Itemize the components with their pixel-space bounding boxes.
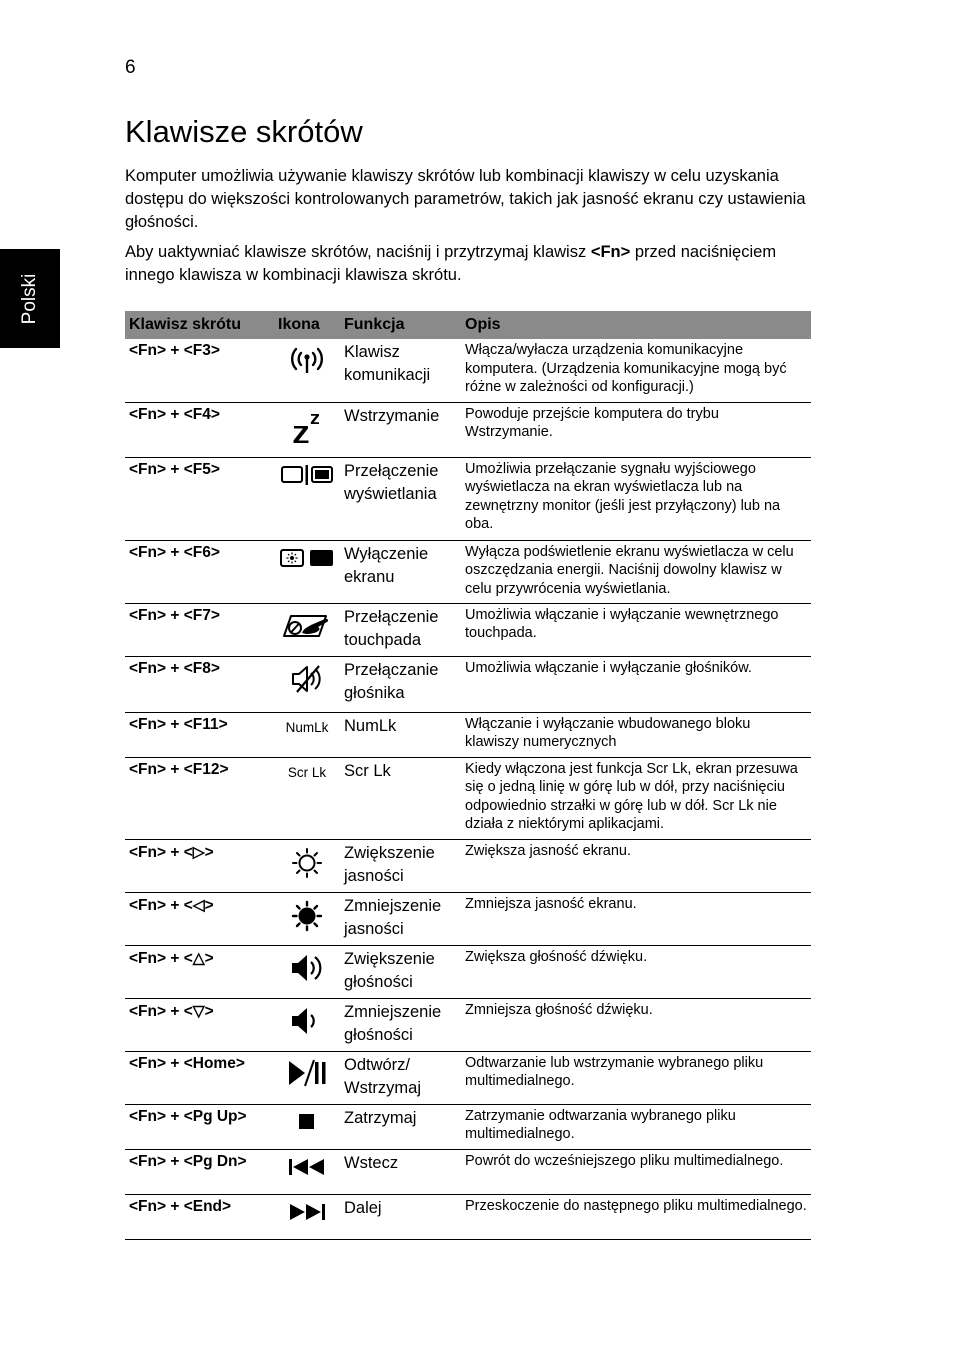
hotkey-function: Wstecz [340,1149,461,1194]
hotkey-function: Przełączenie touchpada [340,603,461,656]
hotkey-function: Zwiększenie jasności [340,839,461,892]
sleep-icon [274,402,340,457]
hotkey-function: Przełączanie głośnika [340,656,461,712]
intro-paragraph: Komputer umożliwia używanie klawiszy skrótów lub kombinacji klawiszy w celu uzyskania dostępu do większości kontrolowanych parametrów, takich jak jasność ekranu czy ustawienia głośności. [125,167,806,231]
key-label-icon [274,712,340,757]
table-row [125,712,811,757]
language-tab [0,249,60,348]
wireless-communication-icon [274,339,340,402]
page-title: Klawisze skrótów [125,114,363,149]
table-row [125,998,811,1051]
brightness-down-icon [274,892,340,945]
instruction-text-after: przed naciśnięciem innego klawisza w kombinacji klawisza skrótu. [125,243,777,284]
next-track-icon [274,1194,340,1239]
table-row [125,892,811,945]
hotkey-function: Scr Lk [340,757,461,839]
hotkey-combination: <Fn> + <F6> [125,540,274,603]
hotkey-description: Zwiększa głośność dźwięku. [461,945,811,998]
hotkey-combination: <Fn> + <F7> [125,603,274,656]
hotkey-function: Zmniejszenie jasności [340,892,461,945]
instruction-text-before: Aby uaktywniać klawisze skrótów, naciśnij i przytrzymaj klawisz [125,243,591,261]
table-row [125,1051,811,1104]
hotkey-combination: <Fn> + <F3> [125,339,274,402]
page-number: 6 [125,57,136,78]
play-pause-icon [274,1051,340,1104]
speaker-toggle-icon [274,656,340,712]
hotkey-description: Włączanie i wyłączanie wbudowanego bloku klawiszy numerycznych [461,712,811,757]
hotkey-combination: <Fn> + <F12> [125,757,274,839]
icon-key-label: NumLk [285,719,329,735]
hotkey-description: Przeskoczenie do następnego pliku multimedialnego. [461,1194,811,1239]
table-row [125,457,811,540]
hotkey-description: Umożliwia przełączanie sygnału wyjściowego wyświetlacza na ekran wyświetlacza lub na zewnętrzny monitor (jeśli jest przyłączony) lub na oba. [461,457,811,540]
hotkey-combination: <Fn> + <Home> [125,1051,274,1104]
hotkey-function: Zwiększenie głośności [340,945,461,998]
table-row [125,656,811,712]
hotkey-description: Zwiększa jasność ekranu. [461,839,811,892]
table-row [125,540,811,603]
hotkey-combination: <Fn> + <End> [125,1194,274,1239]
table-row [125,1149,811,1194]
hotkey-description: Zmniejsza głośność dźwięku. [461,998,811,1051]
key-label-icon [274,757,340,839]
previous-track-icon [274,1149,340,1194]
stop-icon [274,1104,340,1149]
volume-up-icon [274,945,340,998]
display-toggle-icon [274,457,340,540]
table-row [125,402,811,457]
hotkey-description: Wyłącza podświetlenie ekranu wyświetlacza w celu oszczędzania energii. Naciśnij dowolny klawisz w celu przywrócenia wyświetlania. [461,540,811,603]
hotkey-table [125,311,811,1240]
table-row [125,1194,811,1239]
hotkey-function: Dalej [340,1194,461,1239]
column-header-icon: Ikona [274,311,340,339]
fn-key-label: <Fn> [590,243,631,261]
hotkey-combination: <Fn> + <▷> [125,839,274,892]
hotkey-combination: <Fn> + <F11> [125,712,274,757]
table-row [125,339,811,402]
table-row [125,1104,811,1149]
hotkey-combination: <Fn> + <▽> [125,998,274,1051]
table-body [125,339,811,1239]
hotkey-description: Odtwarzanie lub wstrzymanie wybranego pliku multimedialnego. [461,1051,811,1104]
hotkey-function: Przełączenie wyświetlania [340,457,461,540]
hotkey-function: NumLk [340,712,461,757]
hotkey-combination: <Fn> + <F8> [125,656,274,712]
table-row [125,945,811,998]
hotkey-combination: <Fn> + <Pg Up> [125,1104,274,1149]
icon-key-label: Scr Lk [287,764,327,780]
hotkey-combination: <Fn> + <F4> [125,402,274,457]
hotkey-combination: <Fn> + <◁> [125,892,274,945]
volume-down-icon [274,998,340,1051]
hotkey-description: Kiedy włączona jest funkcja Scr Lk, ekran przesuwa się o jedną linię w górę lub w dół, przy naciśnięciu odpowiednio strzałki w górę lub w dół. Scr Lk nie działa z niektórymi aplikacjami. [461,757,811,839]
hotkey-combination: <Fn> + <Pg Dn> [125,1149,274,1194]
hotkey-description: Zmniejsza jasność ekranu. [461,892,811,945]
hotkey-description: Powrót do wcześniejszego pliku multimedialnego. [461,1149,811,1194]
hotkey-combination: <Fn> + <△> [125,945,274,998]
hotkey-function: Klawisz komunikacji [340,339,461,402]
table-header-row [125,311,811,339]
hotkey-function: Wstrzymanie [340,402,461,457]
hotkey-description: Umożliwia włączanie i wyłączanie głośników. [461,656,811,712]
brightness-up-icon [274,839,340,892]
hotkey-description: Powoduje przejście komputera do trybu Wstrzymanie. [461,402,811,457]
table-row [125,839,811,892]
screen-blank-icon [274,540,340,603]
hotkey-description: Zatrzymanie odtwarzania wybranego pliku multimedialnego. [461,1104,811,1149]
hotkey-function: Zmniejszenie głośności [340,998,461,1051]
hotkey-description: Włącza/wyłacza urządzenia komunikacyjne komputera. (Urządzenia komunikacyjne mogą być różne w zależności od konfiguracji.) [461,339,811,402]
language-tab-label: Polski [19,273,40,324]
hotkey-description: Umożliwia włączanie i wyłączanie wewnętrznego touchpada. [461,603,811,656]
table-row [125,603,811,656]
column-header-key: Klawisz skrótu [125,311,274,339]
instruction-paragraph [125,241,815,287]
column-header-function: Funkcja [340,311,461,339]
hotkey-function: Zatrzymaj [340,1104,461,1149]
hotkey-function: Wyłączenie ekranu [340,540,461,603]
touchpad-toggle-icon [274,603,340,656]
hotkey-function: Odtwórz/ Wstrzymaj [340,1051,461,1104]
column-header-description: Opis [461,311,811,339]
table-row [125,757,811,839]
hotkey-combination: <Fn> + <F5> [125,457,274,540]
